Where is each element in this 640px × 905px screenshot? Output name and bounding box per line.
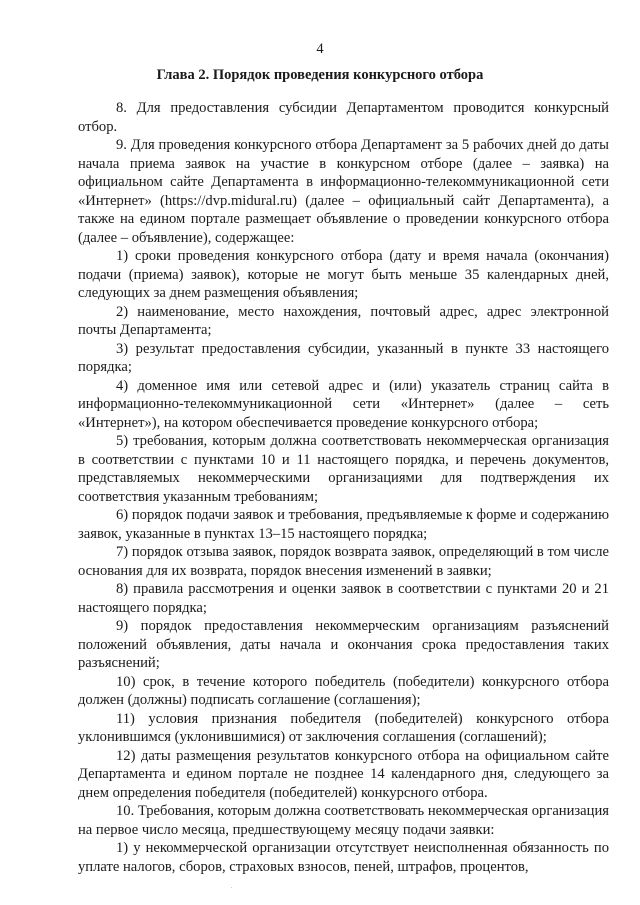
list-item-9: 9) порядок предоставления некоммерческим организациям разъяснений положений объявления, даты начала и окончания срока предоставления таких разъяснений; (78, 618, 609, 671)
list-item-3: 3) результат предоставления субсидии, указанный в пункте 33 настоящего порядка; (78, 340, 609, 375)
list-item-5: 5) требования, которым должна соответствовать некоммерческая организация в соответствии с пунктами 10 и 11 настоящего порядка, и перечень документов, представляемых некоммерческими организациями для подтверждения их соответствия указанным требованиям; (78, 433, 609, 505)
list-item-8: 8) правила рассмотрения и оценки заявок в соответствии с пунктами 20 и 21 настоящего порядка; (78, 581, 609, 616)
chapter-title: Глава 2. Порядок проведения конкурсного отбора (156, 67, 484, 83)
list-item-10: 10) срок, в течение которого победитель (победители) конкурсного отбора должен (должны) подписать соглашение (соглашения); (78, 673, 609, 708)
list-item-7: 7) порядок отзыва заявок, порядок возврата заявок, определяющий в том числе основания для их возврата, порядок внесения изменений в заявки; (78, 544, 609, 579)
list-item-11: 11) условия признания победителя (победителей) конкурсного отбора уклонившимся (уклонившимися) от заключения соглашения (соглашений); (78, 710, 609, 745)
paragraph-9: 9. Для проведения конкурсного отбора Департамент за 5 рабочих дней до даты начала приема заявок на участие в конкурсном отборе (далее – заявка) на официальном сайте Департамента в информационно-телекоммуникационной сети «Интернет» (https://dvp.midural.ru) (далее – официальный сайт Департамента), а также на едином портале размещает объявление о проведении конкурсного отбора (далее – объявление), содержащее: (78, 137, 609, 246)
list-item-12: 12) даты размещения результатов конкурсного отбора на официальном сайте Департамента и едином портале не позднее 14 календарного дня, следующего за днем определения победителя (победителей) конкурсного отбора. (78, 747, 609, 801)
list-item-4: 4) доменное имя или сетевой адрес и (или) указатель страниц сайта в информационно-телекоммуникационной сети «Интернет» (далее – сеть «Интернет»), на котором обеспечивается проведение конкурсного отбора; (78, 377, 609, 431)
paragraph-8: 8. Для предоставления субсидии Департаментом проводится конкурсный отбор. (78, 100, 609, 135)
list-item-6: 6) порядок подачи заявок и требования, предъявляемые к форме и содержанию заявок, указанные в пунктах 13–15 настоящего порядка; (78, 507, 609, 542)
footer-mark: . (231, 884, 233, 890)
list-item-2: 2) наименование, место нахождения, почтовый адрес, адрес электронной почты Департамента; (78, 303, 609, 338)
list-item-1: 1) сроки проведения конкурсного отбора (дату и время начала (окончания) подачи (приема) заявок), которые не могут быть меньше 35 календарных дней, следующих за днем размещения объявления; (78, 248, 609, 301)
list-item-10-1: 1) у некоммерческой организации отсутствует неисполненная обязанность по уплате налогов, сборов, страховых взносов, пеней, штрафов, процентов, (78, 840, 609, 875)
paragraph-10: 10. Требования, которым должна соответствовать некоммерческая организация на первое число месяца, предшествующему месяцу подачи заявки: (78, 803, 609, 838)
page-number: 4 (316, 41, 324, 57)
body-text (78, 99, 609, 876)
